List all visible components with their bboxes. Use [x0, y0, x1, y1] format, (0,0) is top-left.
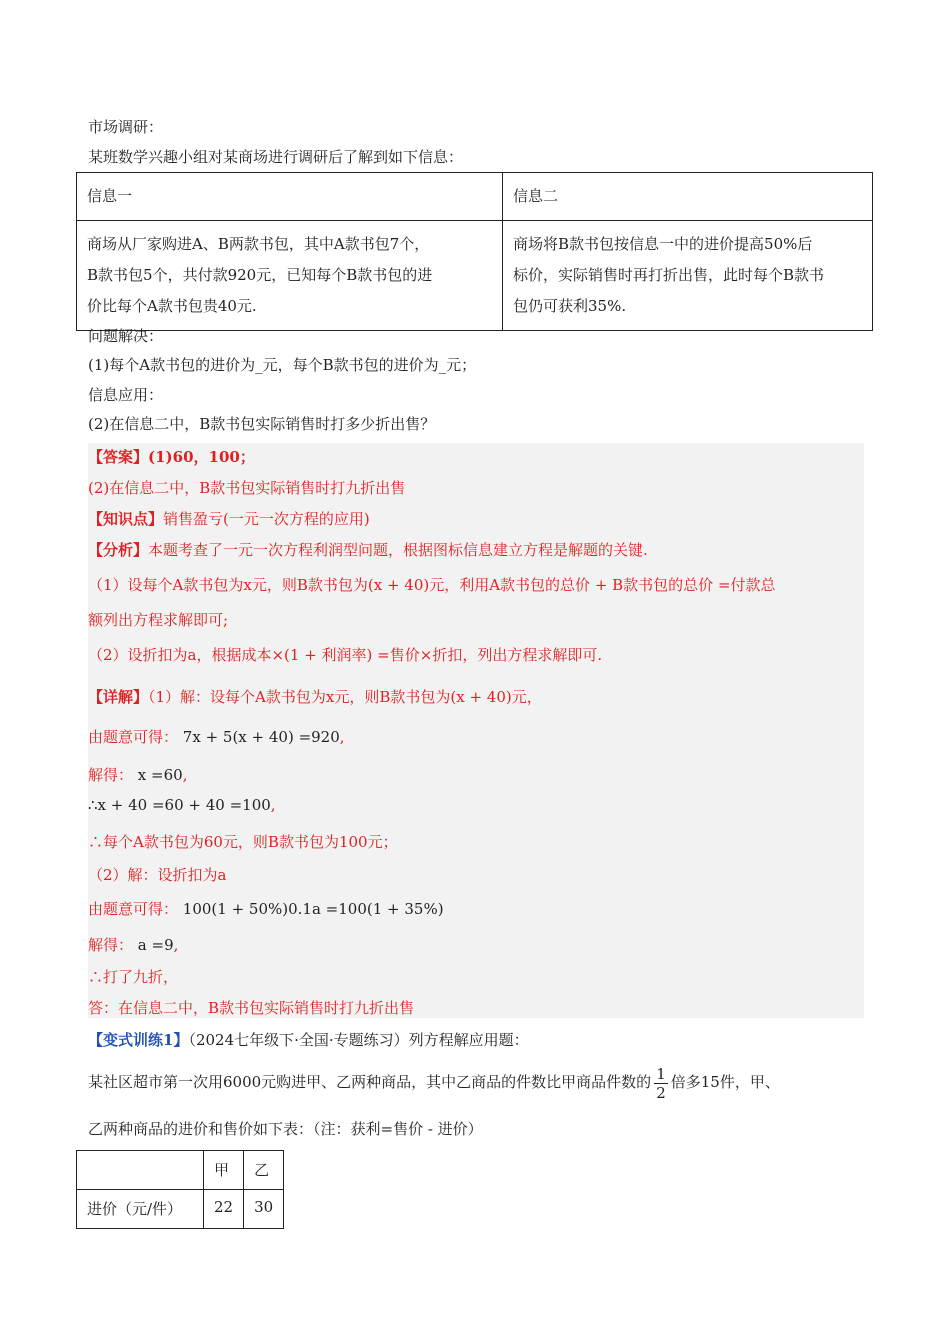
- detail-line-8: 解得： a =9,: [88, 936, 179, 954]
- analysis-text: 本题考查了一元一次方程利润型问题，根据图标信息建立方程是解题的关键.: [148, 541, 648, 559]
- equation: x =60: [137, 766, 183, 784]
- price-table-cell: 进价（元/件）: [77, 1190, 204, 1229]
- detail-line-7: [88, 898, 444, 920]
- detail-line-9: ∴打了九折，: [88, 968, 179, 986]
- analysis-line: [88, 539, 648, 561]
- detail-line-3: 解得： x =60,: [88, 766, 188, 784]
- detail-line-6: （2）解：设折扣为a: [88, 866, 227, 884]
- variant-text: 倍多15件，甲、: [670, 1073, 780, 1091]
- knowledge-text: 销售盈亏(一元一次方程的应用): [163, 510, 370, 528]
- info-cell-1-line: 价比每个A款书包贵40元.: [87, 297, 257, 315]
- variant-source: （2024七年级下·全国·专题练习）列方程解应用题：: [188, 1031, 529, 1049]
- variant-text: 某社区超市第一次用6000元购进甲、乙两种商品，其中乙商品的件数比甲商品件数的: [88, 1073, 652, 1091]
- detail-line-2: 由题意可得： 7x + 5(x + 40) =920,: [88, 728, 345, 746]
- knowledge-line: [88, 508, 370, 530]
- detail-tag: 【详解】: [88, 688, 149, 706]
- analysis-2: （2）设折扣为a，根据成本×(1 + 利润率) =售价×折扣，列出方程求解即可.: [88, 646, 603, 664]
- questions-title: 问题解决：: [88, 327, 164, 345]
- detail-line-10: 答：在信息二中，B款书包实际销售时打九折出售: [88, 999, 415, 1017]
- info-cell-2-line: 包仍可获利35%.: [513, 297, 627, 315]
- intro-line-2: 某班数学兴趣小组对某商场进行调研后了解到如下信息：: [88, 148, 464, 166]
- price-table-cell: 乙: [244, 1151, 284, 1190]
- knowledge-tag: 【知识点】: [88, 510, 164, 528]
- question-1: (1)每个A款书包的进价为_元，每个B款书包的进价为_元；: [88, 356, 477, 374]
- info-cell-2-line: 标价，实际销售时再打折出售，此时每个B款书: [513, 266, 825, 284]
- fraction-numerator: 1: [656, 1064, 666, 1083]
- info-cell-1-line: B款书包5个，共付款920元，已知每个B款书包的进: [87, 266, 433, 284]
- detail-line-5: ∴每个A款书包为60元，则B款书包为100元；: [88, 833, 398, 851]
- equation: a =9: [137, 936, 174, 954]
- price-table-cell: [77, 1151, 204, 1190]
- variant-heading: [88, 1029, 529, 1051]
- equation: ∴x + 40 =60 + 40 =100: [88, 796, 271, 814]
- analysis-1a: （1）设每个A款书包为x元，则B款书包为(x + 40)元，利用A款书包的总价 + B款书包的总价 =付款总: [88, 576, 776, 594]
- detail-line-4: ∴x + 40 =60 + 40 =100,: [88, 796, 276, 814]
- detail-label: 由题意可得：: [88, 728, 179, 746]
- price-table-cell: 22: [204, 1190, 244, 1229]
- info-cell-1: [77, 221, 503, 331]
- answer-line-2: (2)在信息二中，B款书包实际销售时打九折出售: [88, 479, 406, 497]
- price-table-cell: 30: [244, 1190, 284, 1229]
- detail-label: 解得：: [88, 766, 134, 784]
- intro-line-1: 市场调研：: [88, 118, 164, 136]
- detail-line-1: [88, 686, 542, 708]
- answer-tag: 【答案】: [88, 448, 149, 466]
- analysis-1b: 额列出方程求解即可;: [88, 611, 229, 629]
- fraction-denominator: 2: [656, 1083, 666, 1102]
- info-header-1: 信息一: [77, 173, 503, 221]
- price-table-cell: 甲: [204, 1151, 244, 1190]
- detail-label: 解得：: [88, 936, 134, 954]
- question-2: (2)在信息二中，B款书包实际销售时打多少折出售？: [88, 415, 436, 433]
- variant-tag: 【变式训练1】: [88, 1031, 189, 1049]
- analysis-tag: 【分析】: [88, 541, 149, 559]
- info-cell-1-line: 商场从厂家购进A、B两款书包，其中A款书包7个，: [87, 235, 430, 253]
- detail-text: （1）解：设每个A款书包为x元，则B款书包为(x + 40)元，: [148, 688, 542, 706]
- variant-paragraph-2: 乙两种商品的进价和售价如下表：（注：获利=售价 - 进价）: [88, 1120, 483, 1138]
- equation: 7x + 5(x + 40) =920: [182, 728, 340, 746]
- application-title: 信息应用：: [88, 386, 164, 404]
- fraction: [654, 1065, 668, 1102]
- answer-line-1: [88, 446, 255, 468]
- info-cell-2-line: 商场将B款书包按信息一中的进价提高50%后: [513, 235, 813, 253]
- info-cell-2: [503, 221, 873, 331]
- info-table: [76, 172, 873, 331]
- info-header-2: 信息二: [503, 173, 873, 221]
- price-table: [76, 1150, 284, 1229]
- variant-paragraph-1: [88, 1062, 780, 1102]
- answer-text: (1)60，100；: [148, 448, 255, 466]
- equation: 100(1 + 50%)0.1a =100(1 + 35%): [182, 900, 444, 918]
- detail-label: 由题意可得：: [88, 900, 179, 918]
